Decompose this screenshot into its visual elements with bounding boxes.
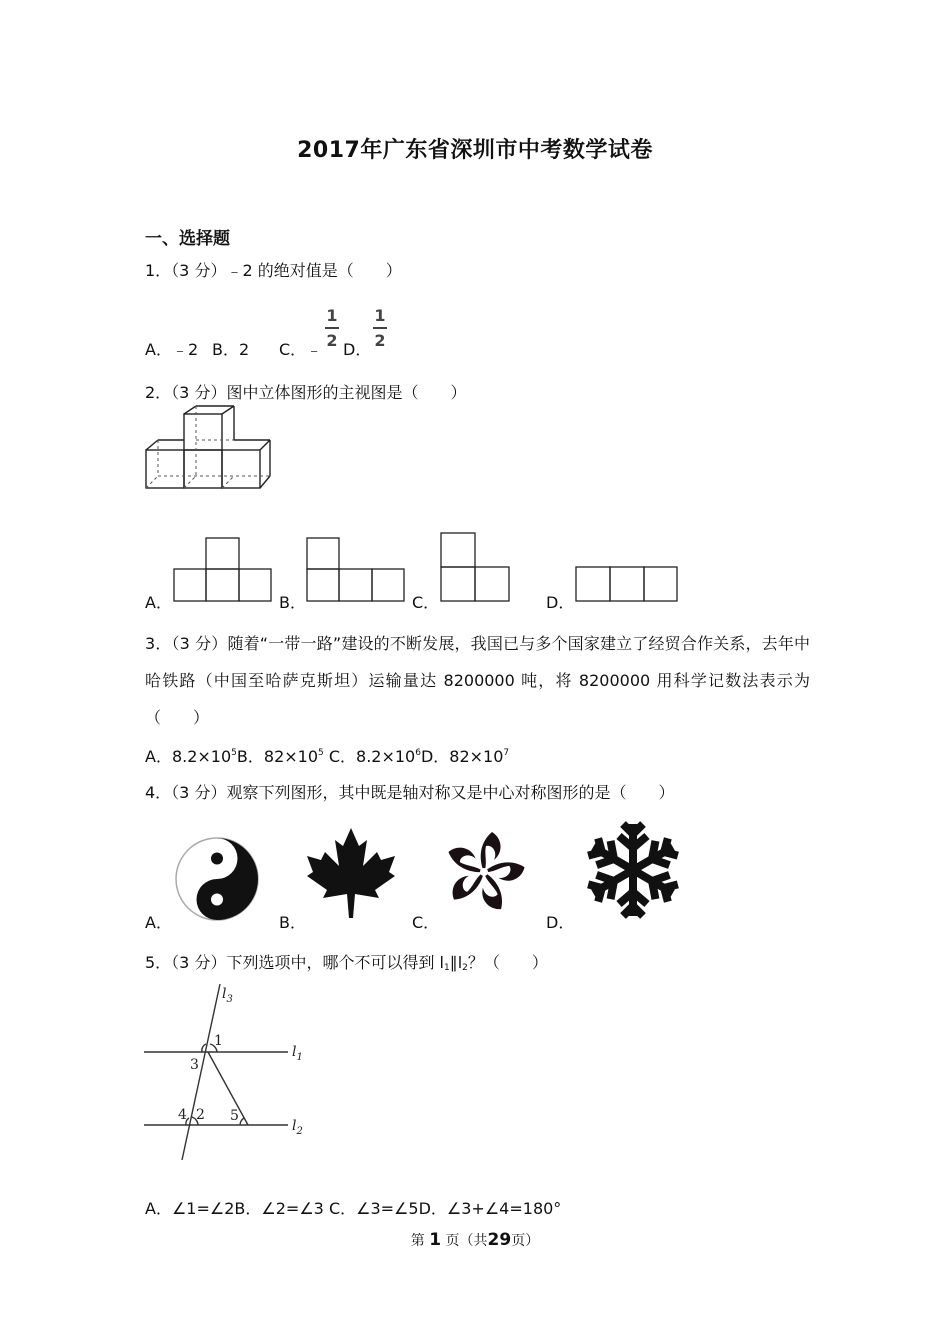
label-l3: $l_3$: [222, 986, 233, 1005]
label-l2: $l_2$: [292, 1118, 303, 1137]
question-5-stem: [145, 950, 548, 973]
q2-option-d[interactable]: D．: [546, 593, 575, 612]
q5-parallel-lines-figure: [140, 982, 320, 1167]
q1-option-c[interactable]: C．﹣: [279, 340, 323, 359]
q3-option-c-base: C．8.2×10: [328, 747, 416, 766]
q4-option-d[interactable]: D．: [546, 913, 575, 932]
maple-leaf-icon: [305, 826, 397, 920]
q3-option-d-base: D．82×10: [420, 747, 504, 766]
question-4-stem: 4．（3 分）观察下列图形，其中既是轴对称又是中心对称图形的是（ ）: [145, 783, 675, 802]
q5-option-d[interactable]: D．∠3+∠4=180°: [418, 1199, 562, 1218]
q5-sub-2: 2: [462, 963, 468, 973]
question-5-options: [145, 1196, 561, 1219]
q4-option-c[interactable]: C．: [412, 913, 440, 932]
question-2-stem: 2．（3 分）图中立体图形的主视图是（ ）: [145, 383, 467, 402]
q2-option-a-figure: [173, 537, 273, 603]
angle-label-2: 2: [196, 1107, 205, 1123]
q2-option-d-figure: [575, 566, 679, 604]
footer-total-pages: 29: [487, 1230, 512, 1250]
q3-option-b-exponent: 5: [318, 748, 324, 758]
q4-option-a[interactable]: A．: [145, 913, 172, 932]
q3-option-a[interactable]: [145, 747, 237, 766]
q3-option-d[interactable]: [421, 747, 509, 766]
q5-stem-post: ？（ ）: [467, 953, 548, 972]
fraction-bar: [373, 327, 387, 329]
q3-option-b-base: B．82×10: [236, 747, 319, 766]
q3-option-a-exponent: 5: [231, 748, 237, 758]
q2-option-a[interactable]: A．: [145, 593, 172, 612]
q2-option-c[interactable]: C．: [412, 593, 440, 612]
question-3-options: [145, 744, 509, 767]
page-title: 2017年广东省深圳市中考数学试卷: [297, 138, 653, 163]
q2-solid-figure: [142, 408, 277, 493]
footer-mid: 页（共: [445, 1233, 488, 1249]
q4-option-b[interactable]: B．: [279, 913, 306, 932]
question-1-stem: 1．（3 分）﹣2 的绝对值是（ ）: [145, 261, 402, 280]
q2-option-b-figure: [306, 537, 406, 603]
footer-post: 页）: [511, 1233, 540, 1249]
section-heading: 一、选择题: [145, 229, 230, 249]
q5-sub-1: 1: [443, 963, 450, 973]
q5-option-b[interactable]: B．∠2=∠3: [234, 1199, 324, 1218]
yin-yang-icon: [174, 836, 260, 922]
q3-option-c[interactable]: [329, 747, 421, 766]
q2-option-c-figure: [440, 531, 512, 603]
q3-option-b[interactable]: [237, 747, 324, 766]
q2-option-b[interactable]: B．: [279, 593, 306, 612]
footer-page-number: 1: [429, 1230, 442, 1250]
label-l1: $l_1$: [292, 1044, 303, 1063]
q3-option-d-exponent: 7: [503, 748, 510, 758]
fraction-bar: [325, 327, 339, 329]
q5-option-a[interactable]: A．∠1=∠2: [145, 1199, 235, 1218]
fraction-denominator: 2: [326, 330, 338, 350]
fraction-numerator: 1: [374, 306, 386, 325]
q5-parallel: ∥l: [449, 953, 463, 972]
q1-option-d-fraction: [372, 306, 388, 350]
q1-option-b[interactable]: B．2: [212, 340, 250, 359]
q5-option-c[interactable]: C．∠3=∠5: [328, 1199, 419, 1218]
fraction-numerator: 1: [326, 306, 338, 325]
angle-label-5: 5: [230, 1108, 239, 1124]
q3-option-c-exponent: 6: [415, 748, 421, 758]
angle-label-4: 4: [178, 1107, 187, 1123]
fraction-denominator: 2: [374, 330, 386, 350]
snowflake-icon: [578, 820, 688, 920]
q1-option-d[interactable]: D．: [343, 340, 372, 359]
q1-option-c-fraction: [324, 306, 340, 350]
bauhinia-flower-icon: [440, 828, 528, 916]
q5-stem-pre: 5．（3 分）下列选项中，哪个不可以得到 l: [145, 953, 444, 972]
question-3-stem: 3．（3 分）随着“一带一路”建设的不断发展，我国已与多个国家建立了经贸合作关系，去年中哈铁路（中国至哈萨克斯坦）运输量达 8200000 吨，将 8200000 用科学记数法表示为（ ）: [145, 634, 810, 727]
q3-option-a-base: A．8.2×10: [145, 747, 232, 766]
angle-label-1: 1: [214, 1033, 223, 1049]
page-footer: [0, 1230, 950, 1250]
q1-option-a[interactable]: A．﹣2: [145, 340, 199, 359]
angle-label-3: 3: [190, 1057, 199, 1073]
footer-pre: 第: [410, 1233, 425, 1249]
